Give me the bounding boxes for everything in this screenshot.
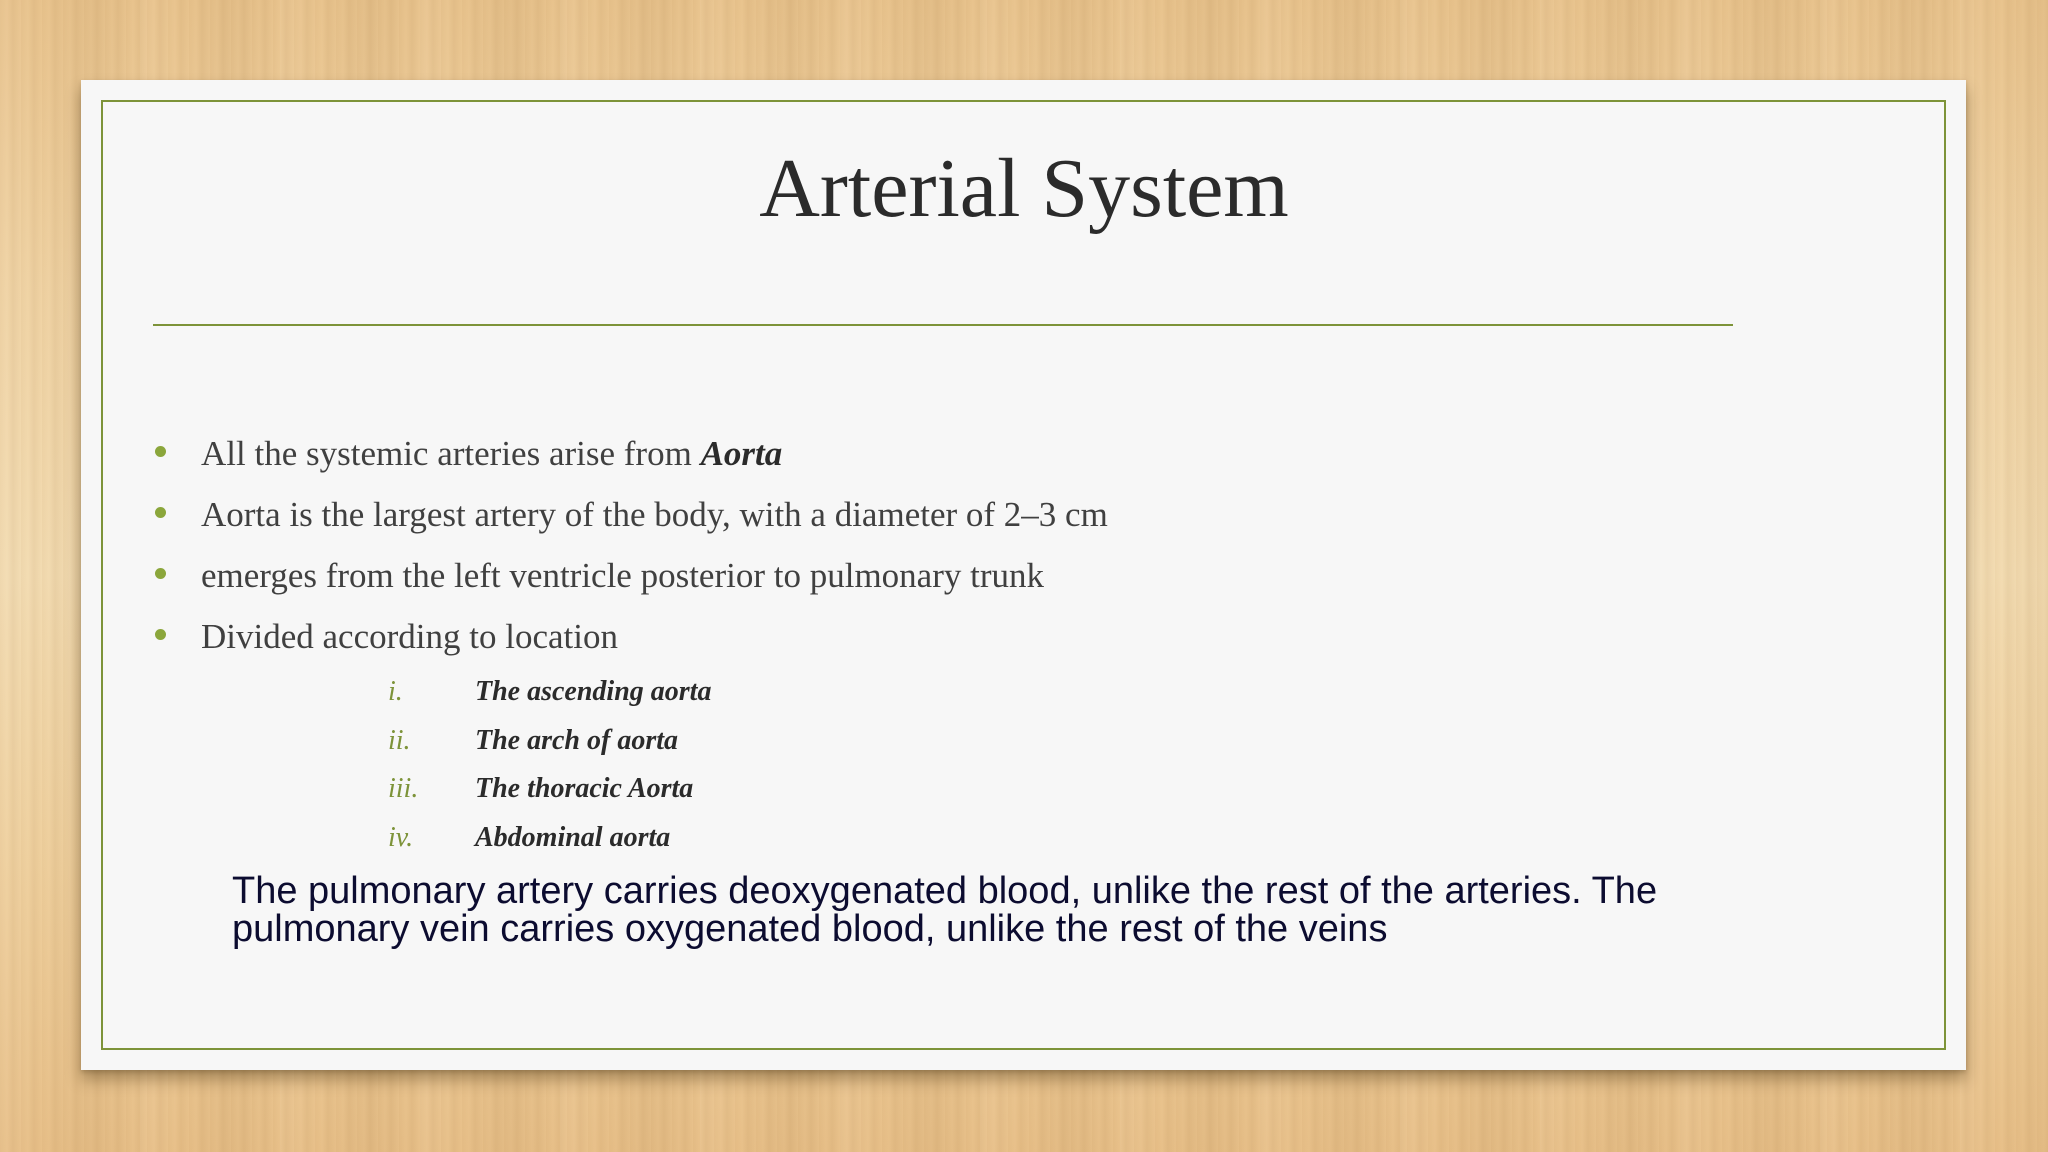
sublist-numeral: iii. xyxy=(388,773,419,804)
bullet-item xyxy=(151,611,1108,672)
bullet-emphasis: Aorta xyxy=(700,434,783,473)
bullet-item xyxy=(151,489,1108,550)
sublist-text: The thoracic Aorta xyxy=(475,773,694,804)
pulmonary-note xyxy=(232,872,1812,948)
sublist-text: Abdominal aorta xyxy=(475,821,671,853)
bullet-dot-icon xyxy=(155,568,166,579)
bullet-list xyxy=(151,428,1108,672)
note-line-1: The pulmonary artery carries deoxygenated blood, unlike the rest of the arteries. The xyxy=(232,870,1658,912)
bullet-text: Divided according to location xyxy=(201,617,618,656)
bullet-dot-icon xyxy=(155,446,166,457)
bullet-text: emerges from the left ventricle posterior to pulmonary trunk xyxy=(201,556,1044,595)
bullet-text: All the systemic arteries arise from xyxy=(201,434,701,473)
slide-title: Arterial System xyxy=(759,142,1289,235)
sublist-numeral: iv. xyxy=(388,821,414,853)
sublist-numeral: i. xyxy=(388,676,403,707)
bullet-dot-icon xyxy=(155,629,166,640)
bullet-dot-icon xyxy=(155,507,166,518)
note-line-2: pulmonary vein carries oxygenated blood, unlike the rest of the veins xyxy=(232,908,1388,950)
bullet-text: Aorta is the largest artery of the body, with a diameter of 2–3 cm xyxy=(201,495,1108,534)
sublist-text: The arch of aorta xyxy=(475,724,678,756)
sublist-text: The ascending aorta xyxy=(475,676,712,707)
bullet-item xyxy=(151,428,1108,489)
title-divider xyxy=(153,324,1733,326)
bullet-item xyxy=(151,550,1108,611)
sublist-numeral: ii. xyxy=(388,724,411,756)
